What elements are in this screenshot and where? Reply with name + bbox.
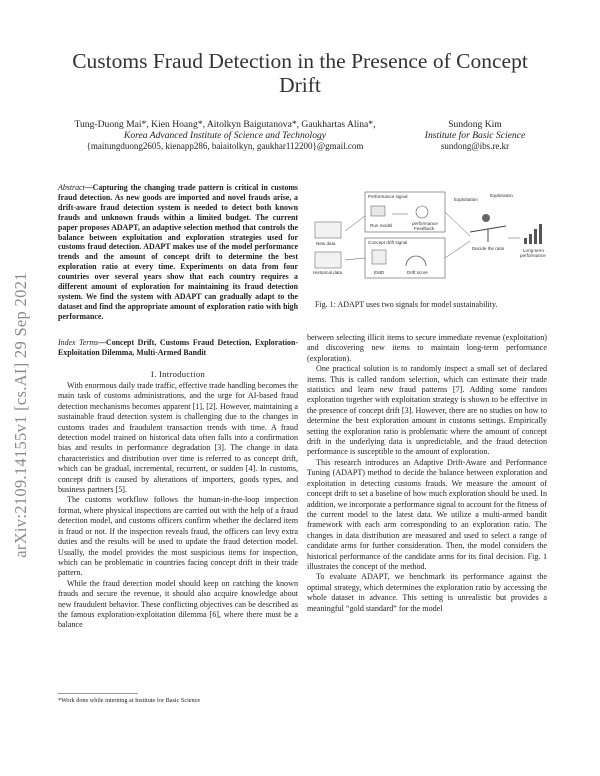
connector [445, 212, 470, 236]
abstract-text: —Capturing the changing trade pattern is critical in customs fraud detection. As new goods are imported and novel frauds arise, a drift-aware fraud detection system is needed to detect both known frauds and unknown frauds within a limited budget. The current paper proposes ADAPT, an adaptive selection method that controls the balance between exploitation and exploration strategies used for customs fraud detection. ADAPT makes use of the model performance trends and the amount of concept drift to determine the best exploration ratio at every time. Experiments on data from four countries over several years show that each country requires a different amount of exploration for maintaining its fraud detection system. We find the system with ADAPT can gradually adapt to the dataset and find the appropriate amount of exploration ratio with high performance. [58, 183, 298, 321]
historical-data-label: Historical data [313, 270, 343, 275]
author-emails: {maitungduong2605, kienapp286, baiaitolkyn, gaukhar112200}@gmail.com [86, 141, 364, 151]
right-column [307, 333, 547, 614]
new-data-label: New data [316, 241, 336, 246]
connector [345, 258, 365, 260]
author-block-right [400, 119, 550, 152]
paragraph: This research introduces an Adaptive Drift-Aware and Performance Tuning (ADAPT) method to decide the balance between exploration and exploitation in detecting customs frauds. We measure the amount of concept drift to set a baseline of how much exploration should be used. In addition, we incorporate a performance signal to account for the fitness of the current model to the latest data. We utilize a multi-armed bandit framework with each arm corresponding to an exploration ratio. The changes in data distribution are measured and used to select a range of candidate arms for further consideration. Then, the model considers the historical performance of the candidate arms for its final decision. Fig. 1 illustrates the concept of the method. [307, 457, 547, 571]
figure-caption: Fig. 1: ADAPT uses two signals for model sustainability. [315, 300, 498, 309]
author-emails: sundong@ibs.re.kr [440, 141, 510, 151]
historical-data-icon [315, 252, 341, 268]
performance-outcome-label: performance [520, 253, 546, 258]
method-diagram [310, 186, 554, 286]
paragraph: To evaluate ADAPT, we benchmark its performance against the optimal strategy, which determines the exploration ratio by accessing the whole dataset in advance. This setting is unrealistic but provides a meaningful “gold standard” for the model [307, 572, 547, 613]
index-terms [58, 338, 298, 358]
performance-label: performance [412, 221, 438, 226]
growth-chart-bar [534, 229, 537, 244]
author-affiliation: Korea Advanced Institute of Science and Technology [123, 130, 327, 141]
author-block-left [60, 119, 390, 152]
growth-chart-bar [529, 234, 532, 244]
computer-icon [371, 206, 385, 216]
connector [445, 241, 470, 258]
feedback-icon [416, 206, 428, 218]
arxiv-stamp [6, 265, 36, 565]
author-names: Tung-Duong Mai*, Kien Hoang*, Aitolkyn Baigutanova*, Gaukhartas Alina*, [74, 119, 376, 130]
paper-title: Customs Fraud Detection in the Presence of Concept Drift [72, 49, 528, 97]
section-heading: I. Introduction [150, 369, 206, 379]
magnifier-icon [482, 214, 490, 222]
paragraph: between selecting illicit items to secure immediate revenue (exploitation) and discovering new items to maintain long-term performance (exploration). [307, 333, 547, 363]
intro-column [58, 381, 298, 631]
index-terms-lead: Index Terms [58, 338, 99, 347]
emd-label: EMD [374, 270, 385, 275]
arxiv-id: arXiv:2109.14155v1 [cs.AI] 29 Sep 2021 [11, 272, 30, 558]
footnote [58, 693, 201, 705]
new-data-icon [315, 222, 341, 238]
abstract [58, 183, 298, 322]
drift-score-label: Drift score [407, 270, 428, 275]
gauge-icon [406, 256, 426, 266]
paragraph: While the fraud detection model should keep on catching the known frauds and secure the revenue, it should also acquire knowledge about new fraudulent behavior. These conflicting objectives can be described as the famous exploration-exploitation dilemma [6], where there must be a balance [58, 578, 298, 630]
paragraph: The customs workflow follows the human-in-the-loop inspection format, where physical inspections are carried out with the help of a fraud detection model, and customs officers confirm whether the declared item is fraud or not. If the inspection reveals fraud, the officers can levy extra duties and the results will be used to update the fraud detection model. Usually, the model provides the most suspicious items for inspection, which can be problematic in countries facing concept drift in their trade pattern. [58, 495, 298, 578]
feedback-label: Feedback [414, 226, 435, 231]
growth-chart-bar [539, 224, 542, 244]
performance-signal-label: Performance signal [368, 194, 408, 199]
paragraph: One practical solution is to randomly inspect a small set of declared items. This is called random selection, which can estimate their trade statistics and learn new fraud patterns [7]. Adding some random exploration together with exploitation strategy is shown to be effective in the presence of concept drift [3]. However, there are no studies on how to determine the best exploration amount in customs settings. Empirically setting the exploration ratio is problematic where the amount of concept drift in the underlying data is unpredictable, and the fraud detection performance is susceptible to the amount of exploration. [307, 364, 547, 457]
exploitation-label: Exploitation [454, 197, 478, 202]
concept-drift-label: Concept drift signal [368, 240, 408, 245]
decide-ratio-label: Decide the ratio [472, 246, 505, 251]
author-names: Sundong Kim [448, 119, 502, 130]
emd-icon [372, 250, 386, 264]
abstract-lead: Abstract [58, 183, 85, 192]
figure-1 [310, 186, 554, 286]
index-terms-text: —Concept Drift, Customs Fraud Detection, Exploration-Exploitation Dilemma, Multi-Armed Bandit [58, 338, 298, 357]
long-term-label: Long-term [523, 248, 544, 253]
connector [345, 216, 365, 231]
run-model-label: Run model [370, 223, 393, 228]
footnote-text: *Work done while interning at Institute for Basic Science [58, 697, 201, 704]
author-affiliation: Institute for Basic Science [424, 130, 526, 141]
paragraph: With enormous daily trade traffic, effective trade handling becomes the main task of customs administrations, and the urge for AI-based fraud detection mechanisms becomes apparent [1], [2]. However, maintaining a sustainable fraud detection system is challenging due to the changes in customs trades and fraudulent transaction trends with time. A fraud detection model trained on historical data often falls into a confirmation bias and results in performance degradation [3]. The change in data characteristics and distribution over time is referred to as concept drift, which can be gradual, incremental, recurrent, or sudden [4]. In customs, concept drift is caused by alterations of importers, goods types, and business partners [5]. [58, 381, 298, 495]
growth-chart-icon [524, 238, 527, 244]
exploration-label: Exploration [490, 193, 513, 198]
